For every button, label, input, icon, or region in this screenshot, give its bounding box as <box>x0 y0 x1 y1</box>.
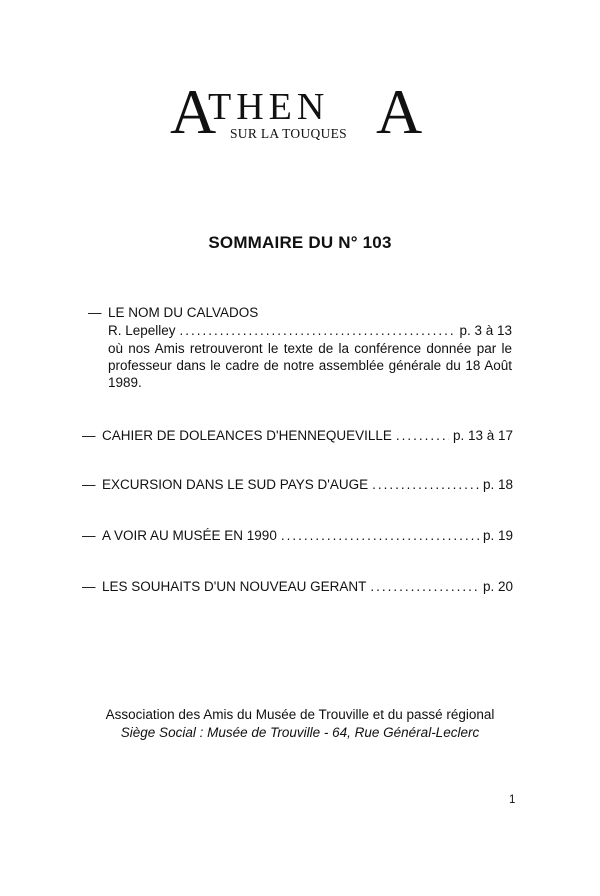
toc-heading: CAHIER DE DOLEANCES D'HENNEQUEVILLE <box>102 428 392 443</box>
toc-row <box>102 527 513 545</box>
page-number: 1 <box>509 794 516 806</box>
toc-heading: LES SOUHAITS D'UN NOUVEAU GERANT <box>102 579 367 594</box>
toc-dash: — <box>82 477 96 492</box>
logo-letters-then: THEN <box>208 86 330 128</box>
footer-seat: Siège Social : Musée de Trouville - 64, Rue Général-Leclerc <box>120 725 480 740</box>
toc-heading: LE NOM DU CALVADOS <box>108 305 259 320</box>
toc-heading: A VOIR AU MUSÉE EN 1990 <box>102 528 277 543</box>
toc-dash: — <box>82 528 96 543</box>
footer-association: Association des Amis du Musée de Trouville et du passé régional <box>105 707 495 722</box>
toc-author-row <box>108 322 512 340</box>
page-title: SOMMAIRE DU N° 103 <box>208 233 392 252</box>
toc-row <box>102 427 513 445</box>
toc-page-ref: p. 18 <box>482 477 513 492</box>
toc-entry <box>82 427 96 445</box>
logo-letter-a-first: A <box>170 76 217 147</box>
toc-row <box>102 578 513 596</box>
toc-entry <box>82 527 96 545</box>
athena-logo <box>170 78 440 148</box>
toc-dash: — <box>82 579 96 594</box>
footer <box>0 706 600 742</box>
toc-leader-dots <box>370 578 479 596</box>
toc-page-ref: p. 20 <box>482 579 513 594</box>
toc-author: R. Lepelley <box>108 323 176 338</box>
toc-page-ref: p. 19 <box>482 528 513 543</box>
toc-dash: — <box>82 428 96 443</box>
toc-page-ref: p. 13 à 17 <box>452 428 513 443</box>
toc-row <box>102 476 513 494</box>
toc-leader-dots <box>180 322 456 340</box>
toc-leader-dots <box>372 476 479 494</box>
toc-heading: EXCURSION DANS LE SUD PAYS D'AUGE <box>102 477 369 492</box>
toc-entry <box>88 304 102 322</box>
toc-dash: — <box>88 305 102 320</box>
logo-subtitle: SUR LA TOUQUES <box>230 126 347 141</box>
toc-page-ref: p. 3 à 13 <box>459 323 512 338</box>
toc-entry <box>82 578 96 596</box>
toc-description: où nos Amis retrouveront le texte de la conférence donnée par le professeur dans le cadre de notre assemblée générale du 18 Août 1989. <box>108 341 512 390</box>
toc-entry <box>82 476 96 494</box>
toc-leader-dots <box>396 427 449 445</box>
toc-leader-dots <box>281 527 479 545</box>
logo-letter-a-last: A <box>376 76 423 147</box>
